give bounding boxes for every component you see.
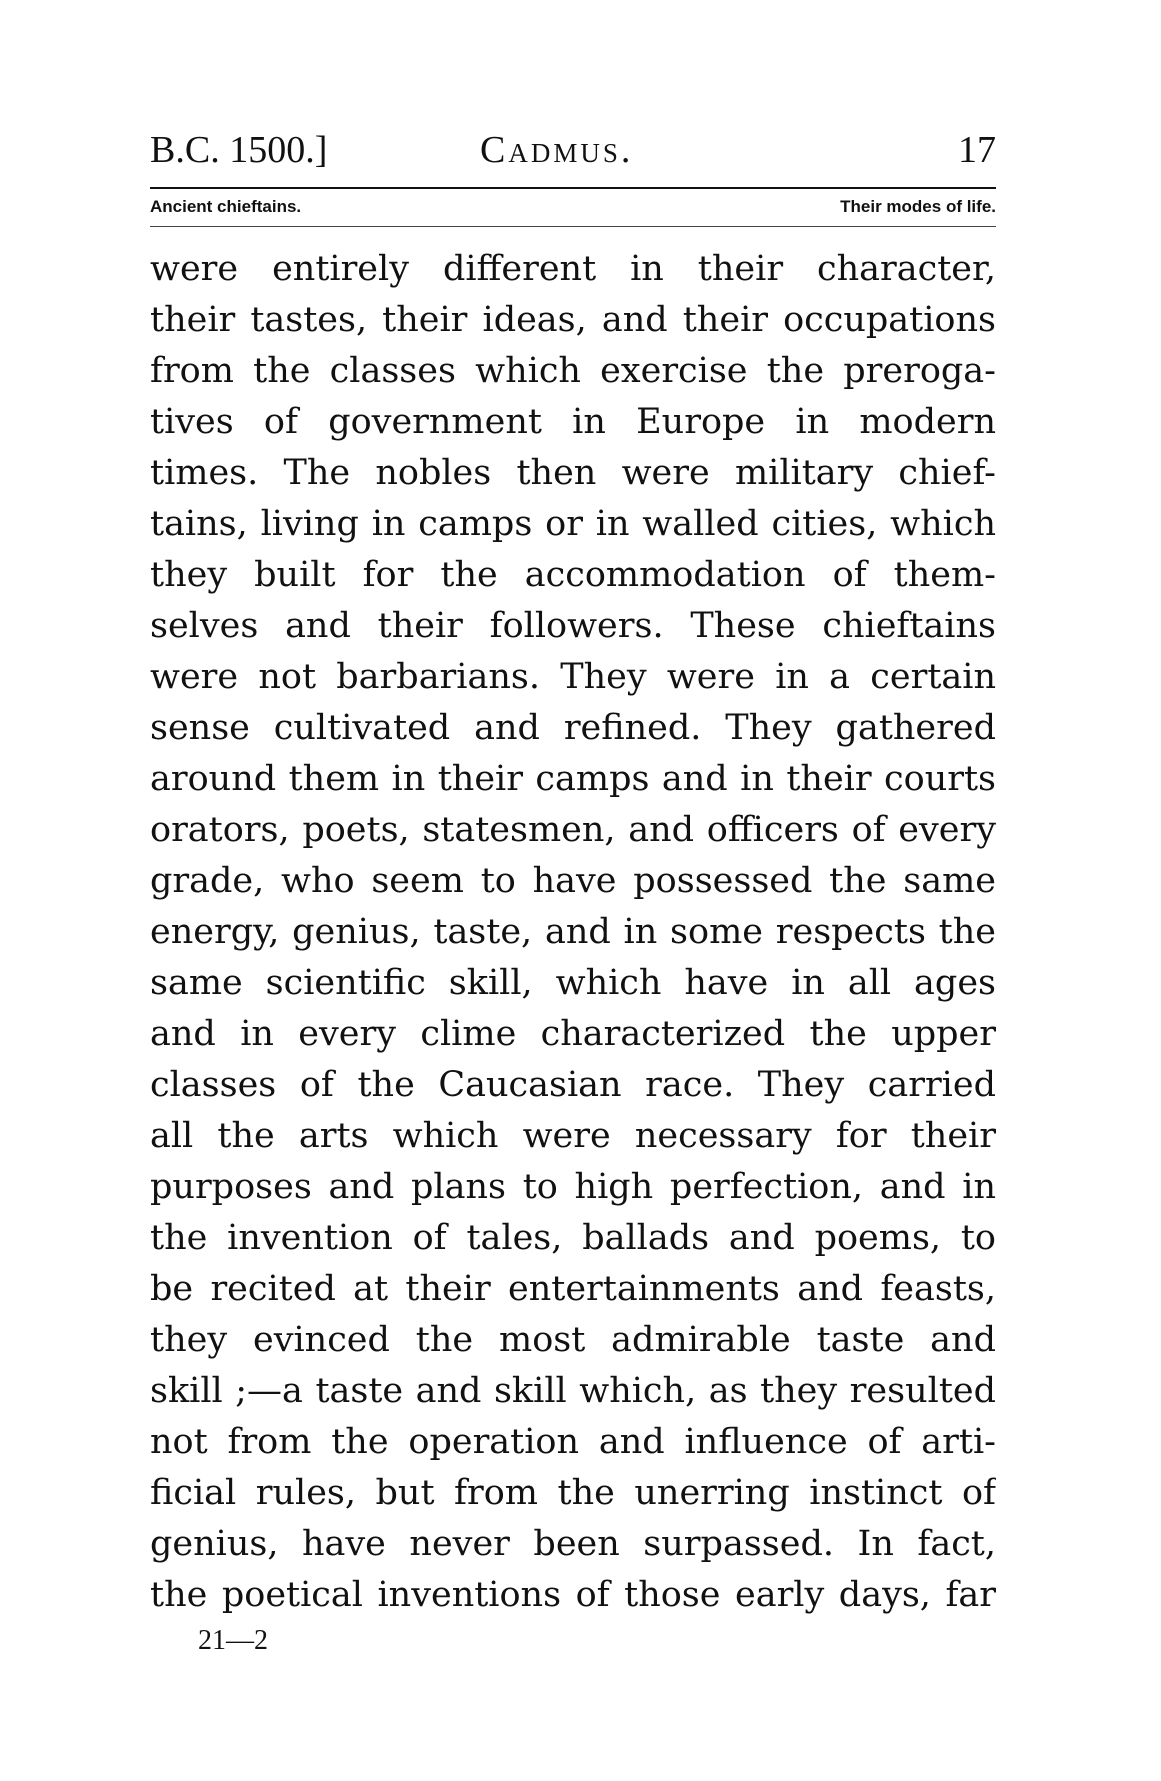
text-line: ficial rules, but from the unerring instinct of: [150, 1473, 996, 1513]
body-text: [150, 244, 996, 1621]
text-line: sense cultivated and refined. They gathered: [150, 708, 996, 748]
text-line: were not barbarians. They were in a certain: [150, 657, 996, 697]
page-number: 17: [958, 129, 996, 171]
shoulder-notes: [150, 197, 996, 223]
text-line: were entirely different in their character,: [150, 249, 996, 289]
text-line: energy, genius, taste, and in some respects the: [150, 912, 996, 952]
running-head-title: Cadmus.: [480, 129, 634, 171]
text-line: grade, who seem to have possessed the same: [150, 861, 996, 901]
text-line: all the arts which were necessary for their: [150, 1116, 996, 1156]
text-line: purposes and plans to high perfection, and in: [150, 1167, 996, 1207]
running-head-date: B.C. 1500.]: [150, 129, 328, 171]
text-line: skill ;—a taste and skill which, as they resulted: [150, 1371, 996, 1411]
text-line: and in every clime characterized the upper: [150, 1014, 996, 1054]
text-line: orators, poets, statesmen, and officers of every: [150, 810, 996, 850]
text-line: be recited at their entertainments and feasts,: [150, 1269, 996, 1309]
text-line: they evinced the most admirable taste and: [150, 1320, 996, 1360]
signature-mark: 21—2: [198, 1625, 268, 1656]
text-line: genius, have never been surpassed. In fact,: [150, 1524, 996, 1564]
text-line: selves and their followers. These chieftains: [150, 606, 996, 646]
text-line: times. The nobles then were military chief-: [150, 453, 996, 493]
header-rule-bottom: [150, 226, 996, 227]
text-line: tives of government in Europe in modern: [150, 402, 996, 442]
header-rule-top: [150, 187, 996, 189]
text-line: tains, living in camps or in walled cities, which: [150, 504, 996, 544]
text-line: the poetical inventions of those early days, far: [150, 1575, 996, 1615]
text-line: not from the operation and influence of arti-: [150, 1422, 996, 1462]
text-line: from the classes which exercise the preroga-: [150, 351, 996, 391]
text-line: their tastes, their ideas, and their occupations: [150, 300, 996, 340]
text-line: they built for the accommodation of them-: [150, 555, 996, 595]
running-head: [150, 128, 996, 178]
text-line: classes of the Caucasian race. They carried: [150, 1065, 996, 1105]
text-line: around them in their camps and in their courts: [150, 759, 996, 799]
shoulder-note-left: Ancient chieftains.: [150, 197, 302, 216]
text-line: same scientific skill, which have in all ages: [150, 963, 996, 1003]
shoulder-note-right: Their modes of life.: [840, 197, 996, 216]
text-line: the invention of tales, ballads and poems, to: [150, 1218, 996, 1258]
